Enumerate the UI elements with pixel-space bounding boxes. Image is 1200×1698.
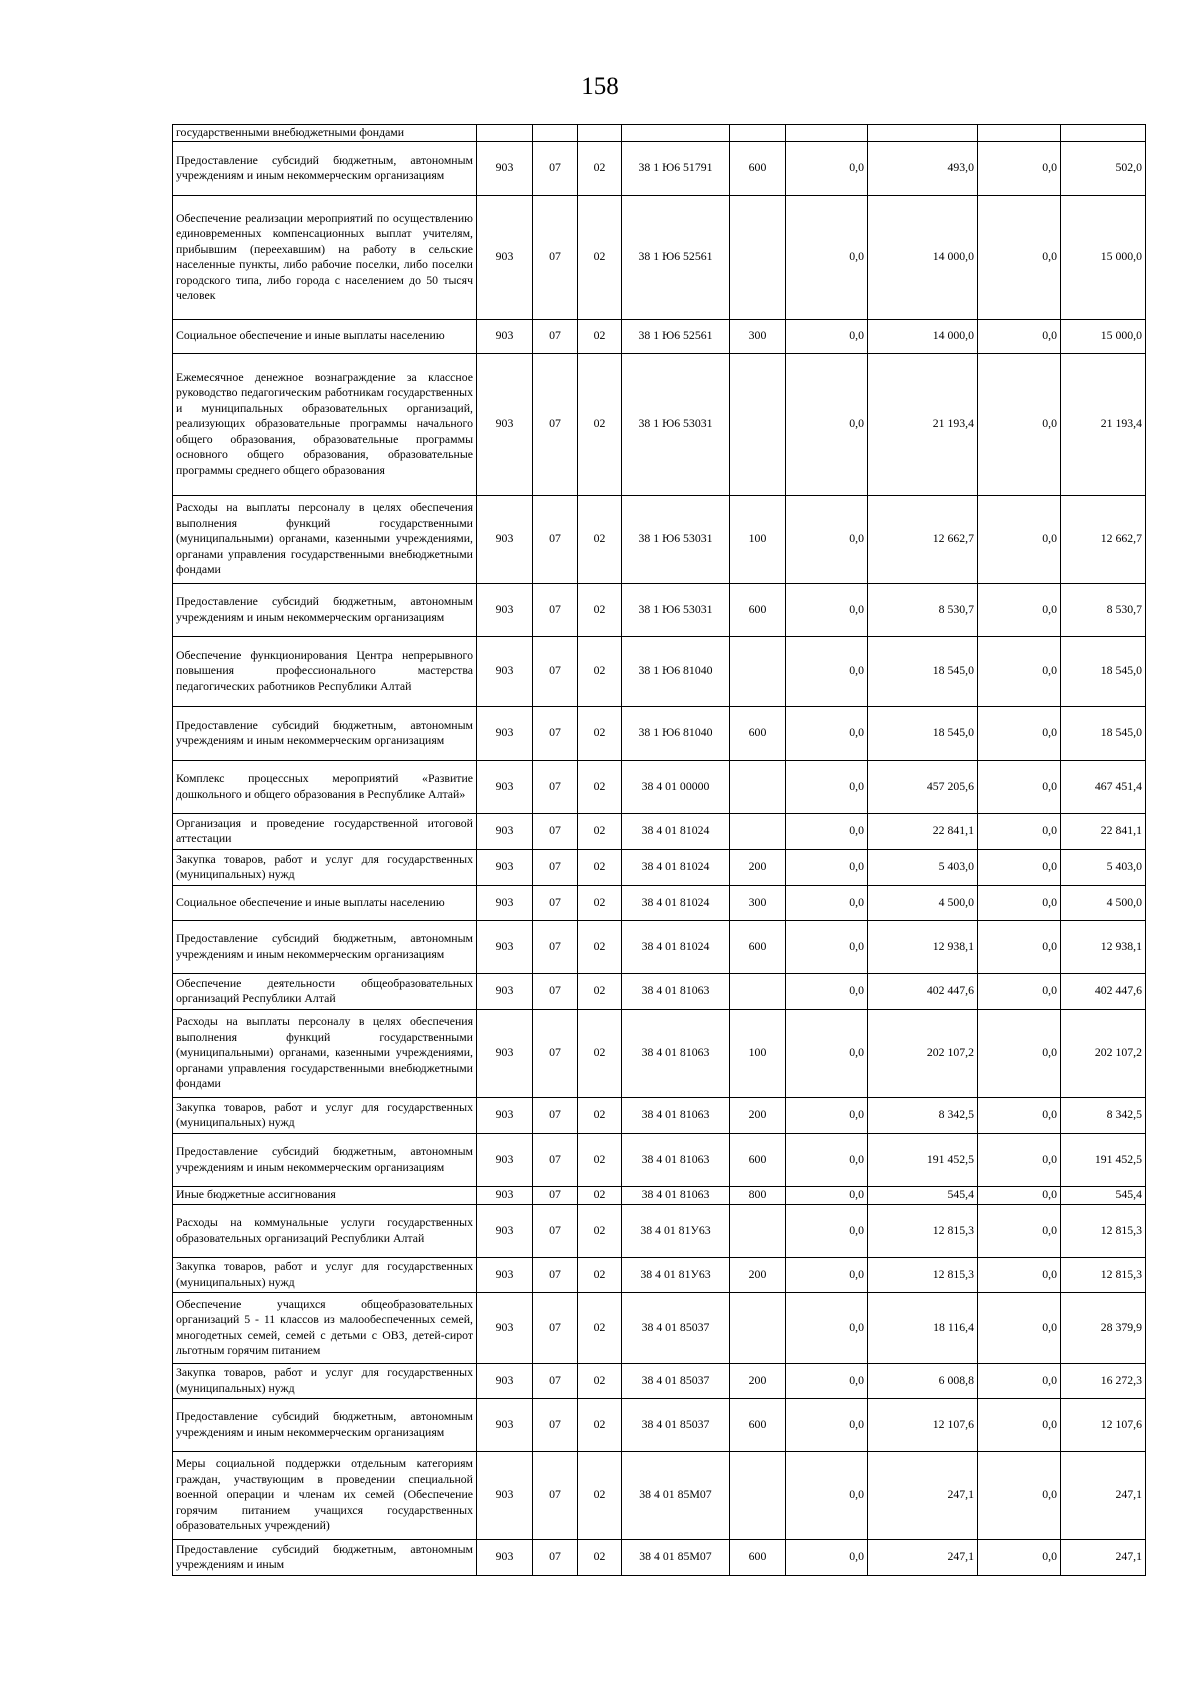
amount-cell-1: 0,0 bbox=[786, 920, 868, 973]
subsection-code-cell: 02 bbox=[578, 141, 622, 195]
section-code-cell: 07 bbox=[533, 706, 578, 760]
amount-cell-3: 0,0 bbox=[978, 583, 1061, 636]
section-code-cell: 07 bbox=[533, 1009, 578, 1097]
ministry-code-cell: 903 bbox=[477, 920, 533, 973]
expense-type-cell: 600 bbox=[730, 1133, 786, 1186]
page-number: 158 bbox=[581, 73, 619, 100]
amount-cell-2: 8 342,5 bbox=[868, 1097, 978, 1133]
amount-cell-1: 0,0 bbox=[786, 353, 868, 495]
amount-cell-4: 4 500,0 bbox=[1061, 885, 1146, 920]
expense-type-cell bbox=[730, 195, 786, 319]
expense-name-cell: Предоставление субсидий бюджетным, автономным учреждениям и иным некоммерческим организациям bbox=[173, 920, 477, 973]
ministry-code-cell: 903 bbox=[477, 813, 533, 849]
table-row bbox=[173, 495, 1146, 583]
table-row bbox=[173, 1097, 1146, 1133]
amount-cell-2: 14 000,0 bbox=[868, 195, 978, 319]
amount-cell-4: 5 403,0 bbox=[1061, 849, 1146, 885]
amount-cell-2: 18 116,4 bbox=[868, 1292, 978, 1363]
subsection-code-cell: 02 bbox=[578, 813, 622, 849]
target-article-cell: 38 1 Ю6 52561 bbox=[622, 319, 730, 353]
amount-cell-1: 0,0 bbox=[786, 1009, 868, 1097]
amount-cell-1: 0,0 bbox=[786, 973, 868, 1009]
amount-cell-1: 0,0 bbox=[786, 1186, 868, 1204]
ministry-code-cell: 903 bbox=[477, 885, 533, 920]
amount-cell-3: 0,0 bbox=[978, 1257, 1061, 1292]
section-code-cell: 07 bbox=[533, 195, 578, 319]
expense-type-cell: 300 bbox=[730, 319, 786, 353]
ministry-code-cell: 903 bbox=[477, 1257, 533, 1292]
target-article-cell: 38 4 01 81У63 bbox=[622, 1257, 730, 1292]
expense-type-cell: 600 bbox=[730, 1539, 786, 1575]
amount-cell-3: 0,0 bbox=[978, 1009, 1061, 1097]
subsection-code-cell: 02 bbox=[578, 1257, 622, 1292]
budget-table-body bbox=[173, 125, 1146, 1576]
subsection-code-cell: 02 bbox=[578, 1133, 622, 1186]
expense-name-cell: Социальное обеспечение и иные выплаты населению bbox=[173, 319, 477, 353]
amount-cell-2: 5 403,0 bbox=[868, 849, 978, 885]
section-code-cell: 07 bbox=[533, 1257, 578, 1292]
expense-name-cell: Расходы на выплаты персоналу в целях обеспечения выполнения функций государственными (муниципальными) органами, казенными учреждениями, органами управления государственными внебюджетными фондами bbox=[173, 1009, 477, 1097]
target-article-cell: 38 4 01 81У63 bbox=[622, 1204, 730, 1257]
amount-cell-2: 191 452,5 bbox=[868, 1133, 978, 1186]
amount-cell-4: 16 272,3 bbox=[1061, 1363, 1146, 1398]
amount-cell-2: 12 815,3 bbox=[868, 1204, 978, 1257]
amount-cell-2: 8 530,7 bbox=[868, 583, 978, 636]
table-row bbox=[173, 583, 1146, 636]
amount-cell-1: 0,0 bbox=[786, 760, 868, 813]
ministry-code-cell bbox=[477, 125, 533, 142]
amount-cell-3: 0,0 bbox=[978, 319, 1061, 353]
amount-cell-1: 0,0 bbox=[786, 813, 868, 849]
table-row bbox=[173, 1398, 1146, 1451]
expense-name-cell: Социальное обеспечение и иные выплаты населению bbox=[173, 885, 477, 920]
amount-cell-1: 0,0 bbox=[786, 583, 868, 636]
expense-type-cell bbox=[730, 636, 786, 706]
amount-cell-3: 0,0 bbox=[978, 1451, 1061, 1539]
expense-name-cell: Расходы на коммунальные услуги государственных образовательных организаций Республики Алтай bbox=[173, 1204, 477, 1257]
subsection-code-cell: 02 bbox=[578, 920, 622, 973]
amount-cell-1: 0,0 bbox=[786, 1363, 868, 1398]
section-code-cell: 07 bbox=[533, 813, 578, 849]
amount-cell-1 bbox=[786, 125, 868, 142]
expense-type-cell: 600 bbox=[730, 706, 786, 760]
section-code-cell: 07 bbox=[533, 885, 578, 920]
section-code-cell: 07 bbox=[533, 849, 578, 885]
expense-type-cell bbox=[730, 1204, 786, 1257]
ministry-code-cell: 903 bbox=[477, 973, 533, 1009]
table-row bbox=[173, 636, 1146, 706]
amount-cell-3: 0,0 bbox=[978, 849, 1061, 885]
amount-cell-3: 0,0 bbox=[978, 1398, 1061, 1451]
amount-cell-4: 545,4 bbox=[1061, 1186, 1146, 1204]
expense-name-cell: Закупка товаров, работ и услуг для государственных (муниципальных) нужд bbox=[173, 849, 477, 885]
ministry-code-cell: 903 bbox=[477, 1009, 533, 1097]
target-article-cell: 38 1 Ю6 53031 bbox=[622, 495, 730, 583]
ministry-code-cell: 903 bbox=[477, 495, 533, 583]
amount-cell-4: 12 938,1 bbox=[1061, 920, 1146, 973]
target-article-cell: 38 1 Ю6 81040 bbox=[622, 706, 730, 760]
expense-name-cell: Предоставление субсидий бюджетным, автономным учреждениям и иным некоммерческим организациям bbox=[173, 583, 477, 636]
amount-cell-3: 0,0 bbox=[978, 706, 1061, 760]
section-code-cell: 07 bbox=[533, 353, 578, 495]
amount-cell-2: 402 447,6 bbox=[868, 973, 978, 1009]
subsection-code-cell: 02 bbox=[578, 1097, 622, 1133]
target-article-cell: 38 4 01 81063 bbox=[622, 1009, 730, 1097]
amount-cell-4: 22 841,1 bbox=[1061, 813, 1146, 849]
target-article-cell: 38 4 01 81063 bbox=[622, 1097, 730, 1133]
section-code-cell: 07 bbox=[533, 1451, 578, 1539]
subsection-code-cell: 02 bbox=[578, 1451, 622, 1539]
amount-cell-2: 545,4 bbox=[868, 1186, 978, 1204]
expense-type-cell: 200 bbox=[730, 1363, 786, 1398]
ministry-code-cell: 903 bbox=[477, 195, 533, 319]
expense-type-cell: 800 bbox=[730, 1186, 786, 1204]
amount-cell-3: 0,0 bbox=[978, 1186, 1061, 1204]
budget-table bbox=[172, 124, 1146, 1576]
table-row bbox=[173, 1257, 1146, 1292]
amount-cell-2: 21 193,4 bbox=[868, 353, 978, 495]
amount-cell-1: 0,0 bbox=[786, 1204, 868, 1257]
expense-name-cell: Закупка товаров, работ и услуг для государственных (муниципальных) нужд bbox=[173, 1257, 477, 1292]
ministry-code-cell: 903 bbox=[477, 1097, 533, 1133]
amount-cell-4: 202 107,2 bbox=[1061, 1009, 1146, 1097]
table-row bbox=[173, 849, 1146, 885]
section-code-cell bbox=[533, 125, 578, 142]
amount-cell-1: 0,0 bbox=[786, 1097, 868, 1133]
expense-name-cell: Ежемесячное денежное вознаграждение за классное руководство педагогическим работникам государственных и муниципальных образовательных организаций, реализующих образовательные программы начального общего образования, образовательные программы основного общего образования, образовательные программы среднего общего образования bbox=[173, 353, 477, 495]
ministry-code-cell: 903 bbox=[477, 1186, 533, 1204]
subsection-code-cell: 02 bbox=[578, 1292, 622, 1363]
expense-name-cell: Закупка товаров, работ и услуг для государственных (муниципальных) нужд bbox=[173, 1363, 477, 1398]
amount-cell-3: 0,0 bbox=[978, 920, 1061, 973]
target-article-cell: 38 4 01 85037 bbox=[622, 1398, 730, 1451]
table-row bbox=[173, 319, 1146, 353]
amount-cell-3: 0,0 bbox=[978, 1204, 1061, 1257]
amount-cell-1: 0,0 bbox=[786, 1257, 868, 1292]
amount-cell-2: 6 008,8 bbox=[868, 1363, 978, 1398]
amount-cell-2: 12 815,3 bbox=[868, 1257, 978, 1292]
expense-type-cell bbox=[730, 973, 786, 1009]
subsection-code-cell: 02 bbox=[578, 195, 622, 319]
expense-name-cell: Предоставление субсидий бюджетным, автономным учреждениям и иным некоммерческим организациям bbox=[173, 1398, 477, 1451]
section-code-cell: 07 bbox=[533, 1097, 578, 1133]
amount-cell-3: 0,0 bbox=[978, 636, 1061, 706]
amount-cell-4 bbox=[1061, 125, 1146, 142]
ministry-code-cell: 903 bbox=[477, 636, 533, 706]
ministry-code-cell: 903 bbox=[477, 1292, 533, 1363]
section-code-cell: 07 bbox=[533, 1204, 578, 1257]
amount-cell-4: 12 662,7 bbox=[1061, 495, 1146, 583]
table-row bbox=[173, 760, 1146, 813]
amount-cell-2: 247,1 bbox=[868, 1451, 978, 1539]
amount-cell-3: 0,0 bbox=[978, 1539, 1061, 1575]
expense-name-cell: Меры социальной поддержки отдельным категориям граждан, участвующим в проведении специальной военной операции и членам их семей (Обеспечение горячим питанием учащихся государственных образовательных учреждений) bbox=[173, 1451, 477, 1539]
expense-name-cell: Обеспечение реализации мероприятий по осуществлению единовременных компенсационных выплат учителям, прибывшим (переехавшим) на работу в сельские населенные пункты, либо рабочие поселки, либо поселки городского типа, либо города с населением до 50 тысяч человек bbox=[173, 195, 477, 319]
section-code-cell: 07 bbox=[533, 1133, 578, 1186]
table-row bbox=[173, 1451, 1146, 1539]
ministry-code-cell: 903 bbox=[477, 760, 533, 813]
amount-cell-1: 0,0 bbox=[786, 1451, 868, 1539]
expense-type-cell bbox=[730, 813, 786, 849]
amount-cell-3: 0,0 bbox=[978, 1292, 1061, 1363]
target-article-cell: 38 4 01 81063 bbox=[622, 1186, 730, 1204]
expense-type-cell: 100 bbox=[730, 495, 786, 583]
amount-cell-4: 8 530,7 bbox=[1061, 583, 1146, 636]
ministry-code-cell: 903 bbox=[477, 583, 533, 636]
amount-cell-4: 21 193,4 bbox=[1061, 353, 1146, 495]
table-row bbox=[173, 1204, 1146, 1257]
subsection-code-cell: 02 bbox=[578, 636, 622, 706]
expense-name-cell: Предоставление субсидий бюджетным, автономным учреждениям и иным bbox=[173, 1539, 477, 1575]
subsection-code-cell: 02 bbox=[578, 760, 622, 813]
target-article-cell: 38 4 01 81024 bbox=[622, 813, 730, 849]
target-article-cell bbox=[622, 125, 730, 142]
amount-cell-1: 0,0 bbox=[786, 849, 868, 885]
amount-cell-1: 0,0 bbox=[786, 195, 868, 319]
amount-cell-1: 0,0 bbox=[786, 1398, 868, 1451]
expense-name-cell: Предоставление субсидий бюджетным, автономным учреждениям и иным некоммерческим организациям bbox=[173, 706, 477, 760]
ministry-code-cell: 903 bbox=[477, 1398, 533, 1451]
target-article-cell: 38 4 01 81063 bbox=[622, 973, 730, 1009]
subsection-code-cell: 02 bbox=[578, 1363, 622, 1398]
target-article-cell: 38 4 01 81024 bbox=[622, 885, 730, 920]
ministry-code-cell: 903 bbox=[477, 1539, 533, 1575]
table-row bbox=[173, 1363, 1146, 1398]
amount-cell-1: 0,0 bbox=[786, 885, 868, 920]
amount-cell-3: 0,0 bbox=[978, 1133, 1061, 1186]
amount-cell-3: 0,0 bbox=[978, 495, 1061, 583]
amount-cell-2: 18 545,0 bbox=[868, 706, 978, 760]
amount-cell-2: 12 107,6 bbox=[868, 1398, 978, 1451]
table-row bbox=[173, 1539, 1146, 1575]
target-article-cell: 38 4 01 81024 bbox=[622, 920, 730, 973]
amount-cell-1: 0,0 bbox=[786, 706, 868, 760]
expense-type-cell bbox=[730, 1292, 786, 1363]
expense-name-cell: Иные бюджетные ассигнования bbox=[173, 1186, 477, 1204]
amount-cell-2: 22 841,1 bbox=[868, 813, 978, 849]
amount-cell-3: 0,0 bbox=[978, 813, 1061, 849]
table-row bbox=[173, 353, 1146, 495]
section-code-cell: 07 bbox=[533, 973, 578, 1009]
section-code-cell: 07 bbox=[533, 583, 578, 636]
ministry-code-cell: 903 bbox=[477, 706, 533, 760]
subsection-code-cell: 02 bbox=[578, 706, 622, 760]
table-row bbox=[173, 1133, 1146, 1186]
ministry-code-cell: 903 bbox=[477, 1133, 533, 1186]
amount-cell-4: 18 545,0 bbox=[1061, 706, 1146, 760]
subsection-code-cell: 02 bbox=[578, 1009, 622, 1097]
subsection-code-cell: 02 bbox=[578, 495, 622, 583]
amount-cell-3: 0,0 bbox=[978, 1097, 1061, 1133]
target-article-cell: 38 1 Ю6 53031 bbox=[622, 353, 730, 495]
expense-name-cell: Закупка товаров, работ и услуг для государственных (муниципальных) нужд bbox=[173, 1097, 477, 1133]
section-code-cell: 07 bbox=[533, 1539, 578, 1575]
target-article-cell: 38 4 01 85037 bbox=[622, 1292, 730, 1363]
section-code-cell: 07 bbox=[533, 319, 578, 353]
ministry-code-cell: 903 bbox=[477, 319, 533, 353]
expense-type-cell: 600 bbox=[730, 920, 786, 973]
expense-type-cell bbox=[730, 125, 786, 142]
subsection-code-cell: 02 bbox=[578, 849, 622, 885]
section-code-cell: 07 bbox=[533, 141, 578, 195]
amount-cell-4: 191 452,5 bbox=[1061, 1133, 1146, 1186]
table-row bbox=[173, 973, 1146, 1009]
expense-type-cell: 600 bbox=[730, 583, 786, 636]
amount-cell-2: 12 662,7 bbox=[868, 495, 978, 583]
section-code-cell: 07 bbox=[533, 636, 578, 706]
amount-cell-1: 0,0 bbox=[786, 141, 868, 195]
expense-type-cell: 600 bbox=[730, 141, 786, 195]
section-code-cell: 07 bbox=[533, 920, 578, 973]
expense-type-cell: 200 bbox=[730, 849, 786, 885]
ministry-code-cell: 903 bbox=[477, 849, 533, 885]
amount-cell-3: 0,0 bbox=[978, 760, 1061, 813]
target-article-cell: 38 4 01 81024 bbox=[622, 849, 730, 885]
expense-type-cell bbox=[730, 353, 786, 495]
amount-cell-3: 0,0 bbox=[978, 195, 1061, 319]
table-row bbox=[173, 125, 1146, 142]
amount-cell-1: 0,0 bbox=[786, 1539, 868, 1575]
amount-cell-3: 0,0 bbox=[978, 973, 1061, 1009]
section-code-cell: 07 bbox=[533, 1363, 578, 1398]
subsection-code-cell: 02 bbox=[578, 973, 622, 1009]
section-code-cell: 07 bbox=[533, 1292, 578, 1363]
target-article-cell: 38 1 Ю6 53031 bbox=[622, 583, 730, 636]
amount-cell-4: 15 000,0 bbox=[1061, 195, 1146, 319]
amount-cell-1: 0,0 bbox=[786, 495, 868, 583]
table-row bbox=[173, 1009, 1146, 1097]
target-article-cell: 38 4 01 81063 bbox=[622, 1133, 730, 1186]
amount-cell-3 bbox=[978, 125, 1061, 142]
amount-cell-2: 18 545,0 bbox=[868, 636, 978, 706]
section-code-cell: 07 bbox=[533, 1186, 578, 1204]
expense-type-cell bbox=[730, 1451, 786, 1539]
table-row bbox=[173, 885, 1146, 920]
target-article-cell: 38 1 Ю6 51791 bbox=[622, 141, 730, 195]
subsection-code-cell: 02 bbox=[578, 1539, 622, 1575]
table-row bbox=[173, 920, 1146, 973]
table-row bbox=[173, 1292, 1146, 1363]
ministry-code-cell: 903 bbox=[477, 1363, 533, 1398]
target-article-cell: 38 4 01 00000 bbox=[622, 760, 730, 813]
amount-cell-2: 202 107,2 bbox=[868, 1009, 978, 1097]
table-row bbox=[173, 1186, 1146, 1204]
target-article-cell: 38 4 01 85М07 bbox=[622, 1451, 730, 1539]
expense-name-cell: Обеспечение функционирования Центра непрерывного повышения профессионального мастерства педагогических работников Республики Алтай bbox=[173, 636, 477, 706]
amount-cell-2: 4 500,0 bbox=[868, 885, 978, 920]
amount-cell-4: 247,1 bbox=[1061, 1451, 1146, 1539]
amount-cell-2: 14 000,0 bbox=[868, 319, 978, 353]
amount-cell-4: 12 815,3 bbox=[1061, 1257, 1146, 1292]
expense-name-cell: Обеспечение учащихся общеобразовательных организаций 5 - 11 классов из малообеспеченных семей, многодетных семей, семей с детьми с ОВЗ, детей-сирот льготным горячим питанием bbox=[173, 1292, 477, 1363]
target-article-cell: 38 4 01 85М07 bbox=[622, 1539, 730, 1575]
section-code-cell: 07 bbox=[533, 1398, 578, 1451]
subsection-code-cell: 02 bbox=[578, 583, 622, 636]
amount-cell-3: 0,0 bbox=[978, 1363, 1061, 1398]
amount-cell-4: 402 447,6 bbox=[1061, 973, 1146, 1009]
expense-type-cell: 200 bbox=[730, 1257, 786, 1292]
expense-name-cell: Организация и проведение государственной итоговой аттестации bbox=[173, 813, 477, 849]
amount-cell-1: 0,0 bbox=[786, 1133, 868, 1186]
subsection-code-cell: 02 bbox=[578, 353, 622, 495]
ministry-code-cell: 903 bbox=[477, 353, 533, 495]
subsection-code-cell: 02 bbox=[578, 885, 622, 920]
expense-type-cell: 600 bbox=[730, 1398, 786, 1451]
amount-cell-2 bbox=[868, 125, 978, 142]
amount-cell-2: 12 938,1 bbox=[868, 920, 978, 973]
amount-cell-2: 493,0 bbox=[868, 141, 978, 195]
amount-cell-4: 15 000,0 bbox=[1061, 319, 1146, 353]
ministry-code-cell: 903 bbox=[477, 141, 533, 195]
amount-cell-4: 12 107,6 bbox=[1061, 1398, 1146, 1451]
expense-name-cell: Обеспечение деятельности общеобразовательных организаций Республики Алтай bbox=[173, 973, 477, 1009]
section-code-cell: 07 bbox=[533, 760, 578, 813]
amount-cell-4: 502,0 bbox=[1061, 141, 1146, 195]
expense-type-cell bbox=[730, 760, 786, 813]
expense-name-cell: Расходы на выплаты персоналу в целях обеспечения выполнения функций государственными (муниципальными) органами, казенными учреждениями, органами управления государственными внебюджетными фондами bbox=[173, 495, 477, 583]
subsection-code-cell: 02 bbox=[578, 319, 622, 353]
amount-cell-3: 0,0 bbox=[978, 141, 1061, 195]
amount-cell-4: 8 342,5 bbox=[1061, 1097, 1146, 1133]
expense-name-cell: государственными внебюджетными фондами bbox=[173, 125, 477, 142]
amount-cell-2: 247,1 bbox=[868, 1539, 978, 1575]
amount-cell-3: 0,0 bbox=[978, 885, 1061, 920]
subsection-code-cell bbox=[578, 125, 622, 142]
expense-type-cell: 200 bbox=[730, 1097, 786, 1133]
expense-name-cell: Комплекс процессных мероприятий «Развитие дошкольного и общего образования в Республике Алтай» bbox=[173, 760, 477, 813]
amount-cell-4: 467 451,4 bbox=[1061, 760, 1146, 813]
amount-cell-4: 247,1 bbox=[1061, 1539, 1146, 1575]
target-article-cell: 38 1 Ю6 81040 bbox=[622, 636, 730, 706]
table-row bbox=[173, 813, 1146, 849]
amount-cell-1: 0,0 bbox=[786, 636, 868, 706]
expense-type-cell: 100 bbox=[730, 1009, 786, 1097]
amount-cell-4: 12 815,3 bbox=[1061, 1204, 1146, 1257]
table-row bbox=[173, 195, 1146, 319]
subsection-code-cell: 02 bbox=[578, 1186, 622, 1204]
amount-cell-1: 0,0 bbox=[786, 1292, 868, 1363]
subsection-code-cell: 02 bbox=[578, 1398, 622, 1451]
expense-name-cell: Предоставление субсидий бюджетным, автономным учреждениям и иным некоммерческим организациям bbox=[173, 1133, 477, 1186]
amount-cell-1: 0,0 bbox=[786, 319, 868, 353]
table-row bbox=[173, 141, 1146, 195]
ministry-code-cell: 903 bbox=[477, 1451, 533, 1539]
target-article-cell: 38 4 01 85037 bbox=[622, 1363, 730, 1398]
amount-cell-4: 18 545,0 bbox=[1061, 636, 1146, 706]
table-row bbox=[173, 706, 1146, 760]
amount-cell-4: 28 379,9 bbox=[1061, 1292, 1146, 1363]
subsection-code-cell: 02 bbox=[578, 1204, 622, 1257]
expense-type-cell: 300 bbox=[730, 885, 786, 920]
expense-name-cell: Предоставление субсидий бюджетным, автономным учреждениям и иным некоммерческим организациям bbox=[173, 141, 477, 195]
amount-cell-3: 0,0 bbox=[978, 353, 1061, 495]
amount-cell-2: 457 205,6 bbox=[868, 760, 978, 813]
target-article-cell: 38 1 Ю6 52561 bbox=[622, 195, 730, 319]
section-code-cell: 07 bbox=[533, 495, 578, 583]
ministry-code-cell: 903 bbox=[477, 1204, 533, 1257]
